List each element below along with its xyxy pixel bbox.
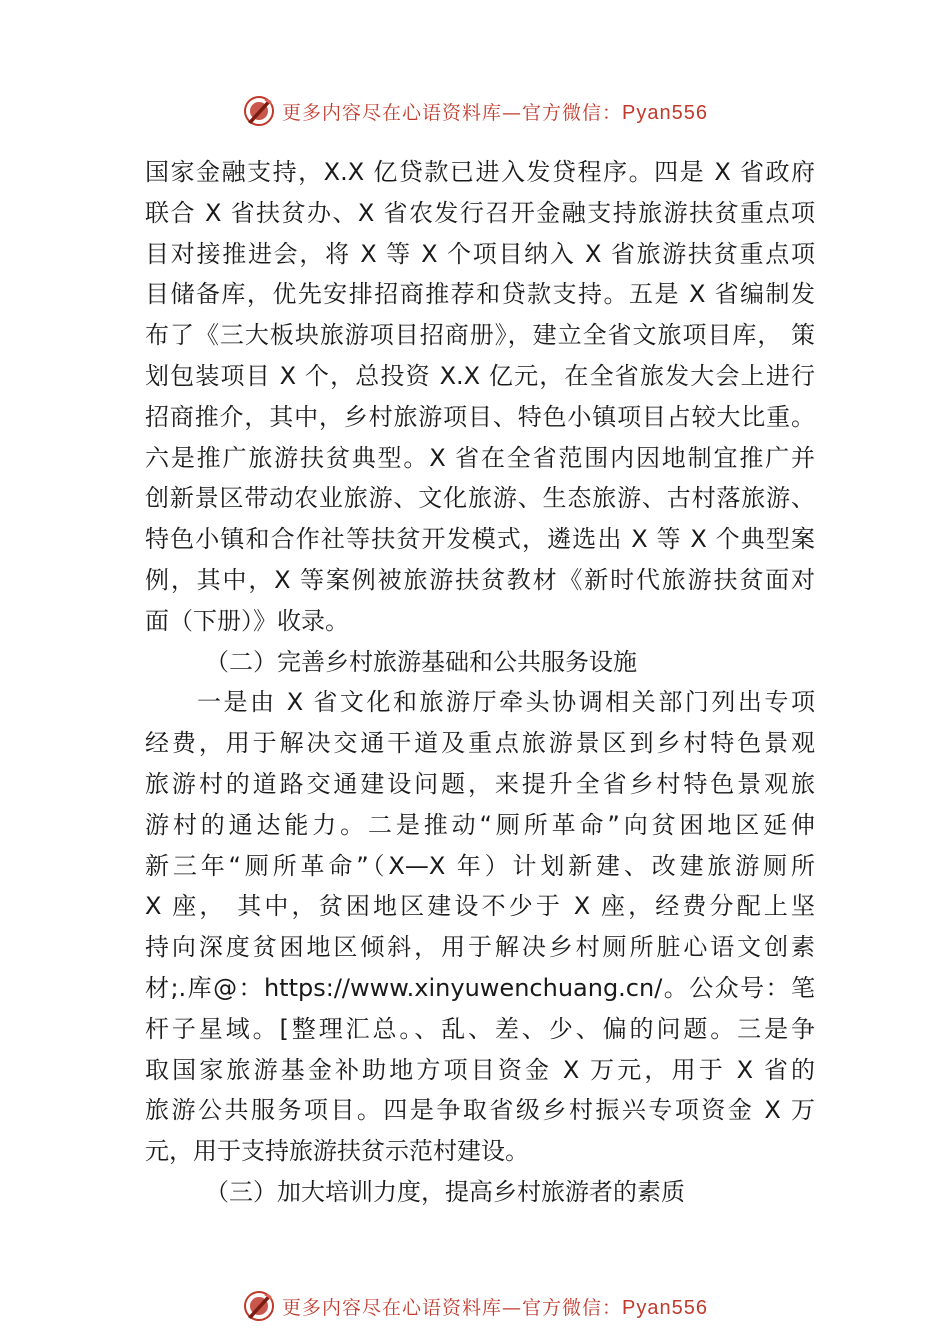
watermark-text — [282, 1293, 708, 1320]
paragraph-line: 目对接推进会，将 X 等 X 个项目纳入 X 省旅游扶贫重点项 — [145, 239, 815, 268]
paragraph-line: 面（下册）》收录。 — [145, 606, 349, 635]
watermark-site-text: 更多内容尽在心语资料库 — [282, 1296, 503, 1319]
watermark-site-text: 更多内容尽在心语资料库 — [282, 101, 503, 124]
feather-pen-seal-icon — [242, 94, 276, 128]
paragraph-line: 旅游村的道路交通建设问题，来提升全省乡村特色景观旅 — [145, 769, 815, 798]
paragraph-line: 材;.库@：https://www.xinyuwenchuang.cn/。公众号：笔 — [145, 973, 815, 1002]
paragraph-line: 一是由 X 省文化和旅游厅牵头协调相关部门列出专项 — [197, 688, 815, 717]
header-watermark-banner — [0, 94, 950, 128]
paragraph-line: 取国家旅游基金补助地方项目资金 X 万元，用于 X 省的 — [145, 1055, 815, 1084]
watermark-dash: — — [502, 1296, 523, 1319]
paragraph-line: 布了《三大板块旅游项目招商册》，建立全省文旅项目库， 策 — [145, 321, 815, 350]
paragraph-line: 元，用于支持旅游扶贫示范村建设。 — [145, 1137, 529, 1166]
section-heading-2: （二）完善乡村旅游基础和公共服务设施 — [205, 647, 637, 676]
paragraph-line: 游村的通达能力。二是推动“厕所革命”向贫困地区延伸 — [145, 810, 815, 839]
watermark-wechat-id: Pyan556 — [622, 101, 708, 124]
paragraph-line: 经费，用于解决交通干道及重点旅游景区到乡村特色景观 — [145, 729, 815, 758]
paragraph-line: 国家金融支持，X.X 亿贷款已进入发贷程序。四是 X 省政府 — [145, 158, 815, 186]
paragraph-line: 特色小镇和合作社等扶贫开发模式，遴选出 X 等 X 个典型案 — [145, 525, 815, 554]
paragraph-line: 目储备库，优先安排招商推荐和贷款支持。五是 X 省编制发 — [145, 280, 815, 309]
feather-pen-seal-icon — [242, 1289, 276, 1323]
watermark-official-label: 官方微信： — [522, 101, 623, 124]
paragraph-line: 六是推广旅游扶贫典型。X 省在全省范围内因地制宜推广并 — [145, 443, 815, 472]
section-heading-3: （三）加大培训力度，提高乡村旅游者的素质 — [205, 1177, 685, 1206]
paragraph-line: 例，其中，X 等案例被旅游扶贫教材《新时代旅游扶贫面对 — [145, 565, 815, 594]
paragraph-line: 划包装项目 X 个，总投资 X.X 亿元，在全省旅发大会上进行 — [145, 361, 815, 390]
paragraph-line: 创新景区带动农业旅游、文化旅游、生态旅游、古村落旅游、 — [145, 484, 815, 513]
footer-watermark-banner — [0, 1289, 950, 1323]
watermark-text — [282, 98, 708, 125]
watermark-wechat-id: Pyan556 — [622, 1296, 708, 1319]
paragraph-line: 招商推介，其中，乡村旅游项目、特色小镇项目占较大比重。 — [145, 402, 815, 431]
paragraph-line: X 座， 其中，贫困地区建设不少于 X 座，经费分配上坚 — [145, 892, 815, 921]
paragraph-line: 新三年“厕所革命”（X—X 年）计划新建、改建旅游厕所 — [145, 851, 815, 880]
paragraph-line: 旅游公共服务项目。四是争取省级乡村振兴专项资金 X 万 — [145, 1096, 815, 1125]
paragraph-line: 联合 X 省扶贫办、X 省农发行召开金融支持旅游扶贫重点项 — [145, 198, 815, 227]
paragraph-line: 杆子星域。[整理汇总。、乱、差、少、偏的问题。三是争 — [145, 1014, 815, 1043]
watermark-official-label: 官方微信： — [522, 1296, 623, 1319]
watermark-dash: — — [502, 101, 523, 124]
paragraph-line: 持向深度贫困地区倾斜，用于解决乡村厕所脏心语文创素 — [145, 933, 815, 962]
document-body — [145, 152, 815, 1213]
